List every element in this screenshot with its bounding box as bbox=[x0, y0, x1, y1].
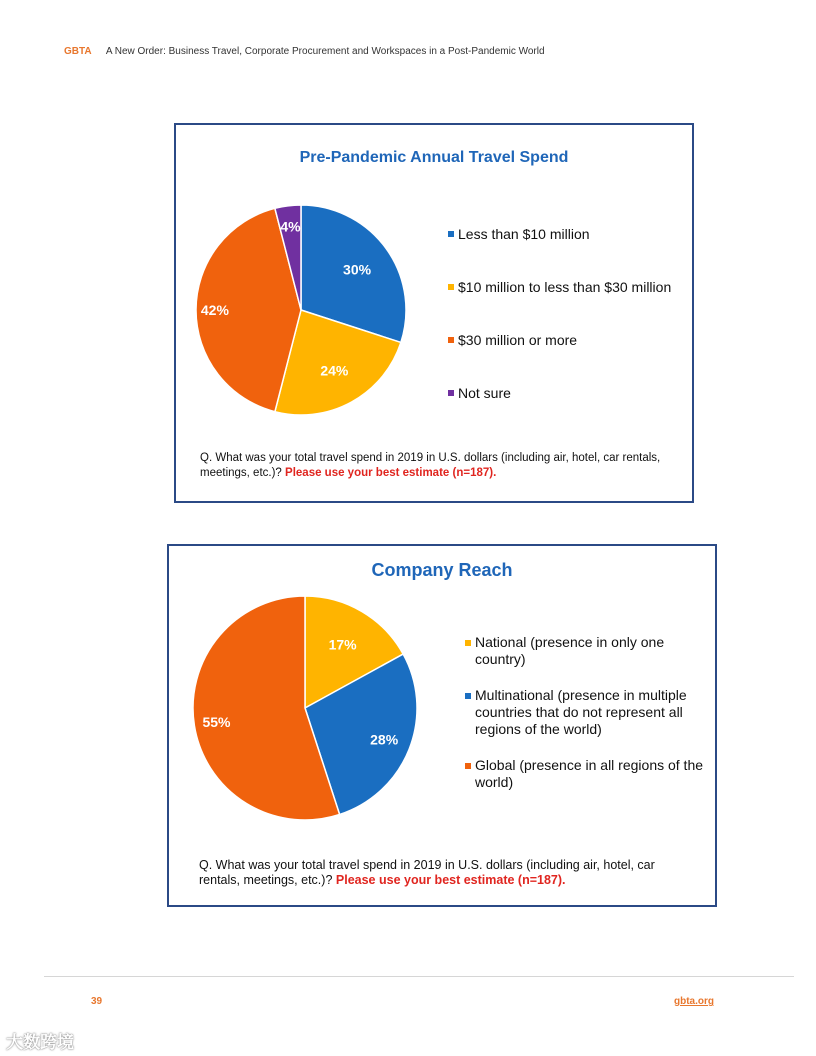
legend-swatch bbox=[465, 640, 471, 646]
legend-item bbox=[465, 687, 705, 738]
travel-spend-pie bbox=[196, 205, 412, 421]
legend-item bbox=[448, 225, 693, 278]
slice-value-label: 55% bbox=[202, 714, 231, 731]
legend-label: $10 million to less than $30 million bbox=[458, 279, 672, 295]
report-title: A New Order: Business Travel, Corporate Procurement and Workspaces in a Post-Pandemic World bbox=[105, 46, 545, 57]
slice-value-label: 4% bbox=[280, 218, 301, 235]
legend-label: National (presence in only one country) bbox=[475, 634, 665, 667]
slice-value-label: 42% bbox=[200, 302, 229, 318]
page-header bbox=[64, 46, 545, 57]
question-emphasis: Please use your best estimate (n=187). bbox=[335, 873, 566, 887]
company-reach-chart-panel bbox=[167, 544, 717, 907]
slice-value-label: 17% bbox=[328, 636, 357, 653]
company-reach-pie bbox=[193, 596, 423, 826]
legend-item bbox=[448, 331, 693, 384]
legend-label: Multinational (presence in multiple countries that do not represent all regions of the world) bbox=[475, 687, 687, 737]
slice-value-label: 24% bbox=[320, 362, 349, 379]
legend-item bbox=[465, 757, 705, 791]
survey-question bbox=[199, 858, 699, 888]
footer-divider bbox=[44, 976, 794, 977]
slice-value-label: 28% bbox=[370, 731, 399, 748]
legend-swatch bbox=[448, 337, 454, 343]
question-text: Q. What was your total travel spend in 2019 in U.S. dollars (including air, hotel, car rentals, meetings, etc.)? bbox=[200, 452, 661, 479]
legend-swatch bbox=[448, 390, 454, 396]
survey-question bbox=[200, 451, 690, 481]
legend-label: Less than $10 million bbox=[458, 226, 590, 242]
chart-title: Company Reach bbox=[371, 560, 513, 580]
slice-value-label: 30% bbox=[343, 261, 372, 278]
watermark: 大数跨境 bbox=[6, 1033, 74, 1052]
question-emphasis: Please use your best estimate (n=187). bbox=[285, 467, 497, 479]
legend-item bbox=[448, 384, 693, 437]
page-number: 39 bbox=[91, 996, 103, 1007]
legend-label: Global (presence in all regions of the world) bbox=[475, 757, 704, 790]
legend-swatch bbox=[448, 231, 454, 237]
legend-swatch bbox=[465, 693, 471, 699]
legend-item bbox=[448, 278, 693, 331]
legend-label: $30 million or more bbox=[458, 332, 578, 348]
chart-legend bbox=[465, 634, 705, 810]
chart-legend bbox=[448, 225, 693, 437]
chart-title: Pre-Pandemic Annual Travel Spend bbox=[299, 149, 569, 166]
question-text: Q. What was your total travel spend in 2019 in U.S. dollars (including air, hotel, car rentals, meetings, etc.)? bbox=[199, 858, 655, 887]
legend-swatch bbox=[465, 763, 471, 769]
travel-spend-chart-panel bbox=[174, 123, 694, 503]
legend-item bbox=[465, 634, 705, 668]
brand-name: GBTA bbox=[64, 46, 92, 57]
legend-swatch bbox=[448, 284, 454, 290]
site-link[interactable]: gbta.org bbox=[674, 996, 714, 1007]
legend-label: Not sure bbox=[458, 385, 511, 401]
